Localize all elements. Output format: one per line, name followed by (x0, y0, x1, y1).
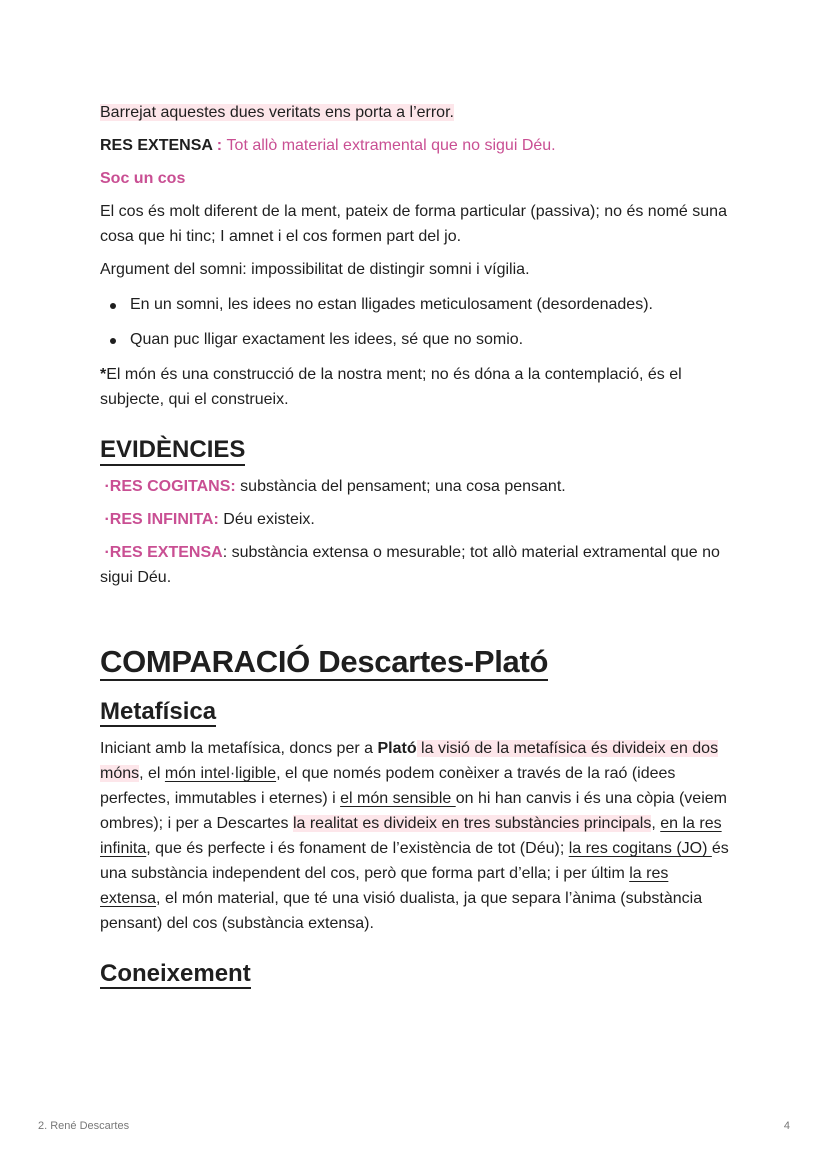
bullet-list (100, 292, 732, 352)
page-title-comparacio: COMPARACIÓ Descartes-Plató (100, 644, 549, 679)
subsection-title-metafisica: Metafísica (100, 698, 217, 725)
argument-line: Argument del somni: impossibilitat de distingir somni i vígilia. (100, 261, 530, 278)
evidencies-list (100, 474, 732, 590)
soc-un-cos-heading: Soc un cos (100, 170, 186, 187)
body-paragraph: El cos és molt diferent de la ment, pateix de forma particular (passiva); no és nomé suna cosa que hi tinc; I amnet i el cos formen part del jo. (100, 203, 727, 245)
list-item: ·RES EXTENSA: substància extensa o mesurable; tot allò material extramental que no sigui Déu. (100, 544, 720, 586)
document-page (100, 100, 732, 990)
footer-chapter: 2. René Descartes (38, 1120, 130, 1132)
res-extensa-line: RES EXTENSA : Tot allò material extramental que no sigui Déu. (100, 137, 556, 154)
list-item: ·RES COGITANS: substància del pensament; una cosa pensant. (104, 478, 566, 495)
subsection-title-coneixement: Coneixement (100, 960, 251, 987)
metafisica-paragraph: Iniciant amb la metafísica, doncs per a Plató la visió de la metafísica és divideix en dos móns, el món intel·ligible, el que només podem conèixer a través de la raó (idees perfectes, immutables i eternes) i el món sensible on hi han canvis i és una còpia (veiem ombres); i per a Descartes la realitat es divideix en tres substàncies principals, en la res infinita, que és perfecte i és fonament de l’existència de tot (Déu); la res cogitans (JO) és una substància independent del cos, però que forma part d’ella; i per últim la res extensa, el món material, que té una visió dualista, ja que separa l’ànima (substància pensant) del cos (substància extensa). (100, 740, 729, 932)
list-item: Quan puc lligar exactament les idees, sé que no somio. (130, 327, 732, 352)
list-item: ·RES INFINITA: Déu existeix. (104, 511, 315, 528)
page-number: 4 (783, 1120, 790, 1132)
list-item: En un somni, les idees no estan lligades meticulosament (desordenades). (130, 292, 732, 317)
intro-line: Barrejat aquestes dues veritats ens porta a l’error. (100, 104, 454, 121)
section-title-evidencies: EVIDÈNCIES (100, 434, 732, 466)
note-paragraph: *El món és una construcció de la nostra ment; no és dóna a la contemplació, és el subjecte, qui el construeix. (100, 366, 682, 408)
